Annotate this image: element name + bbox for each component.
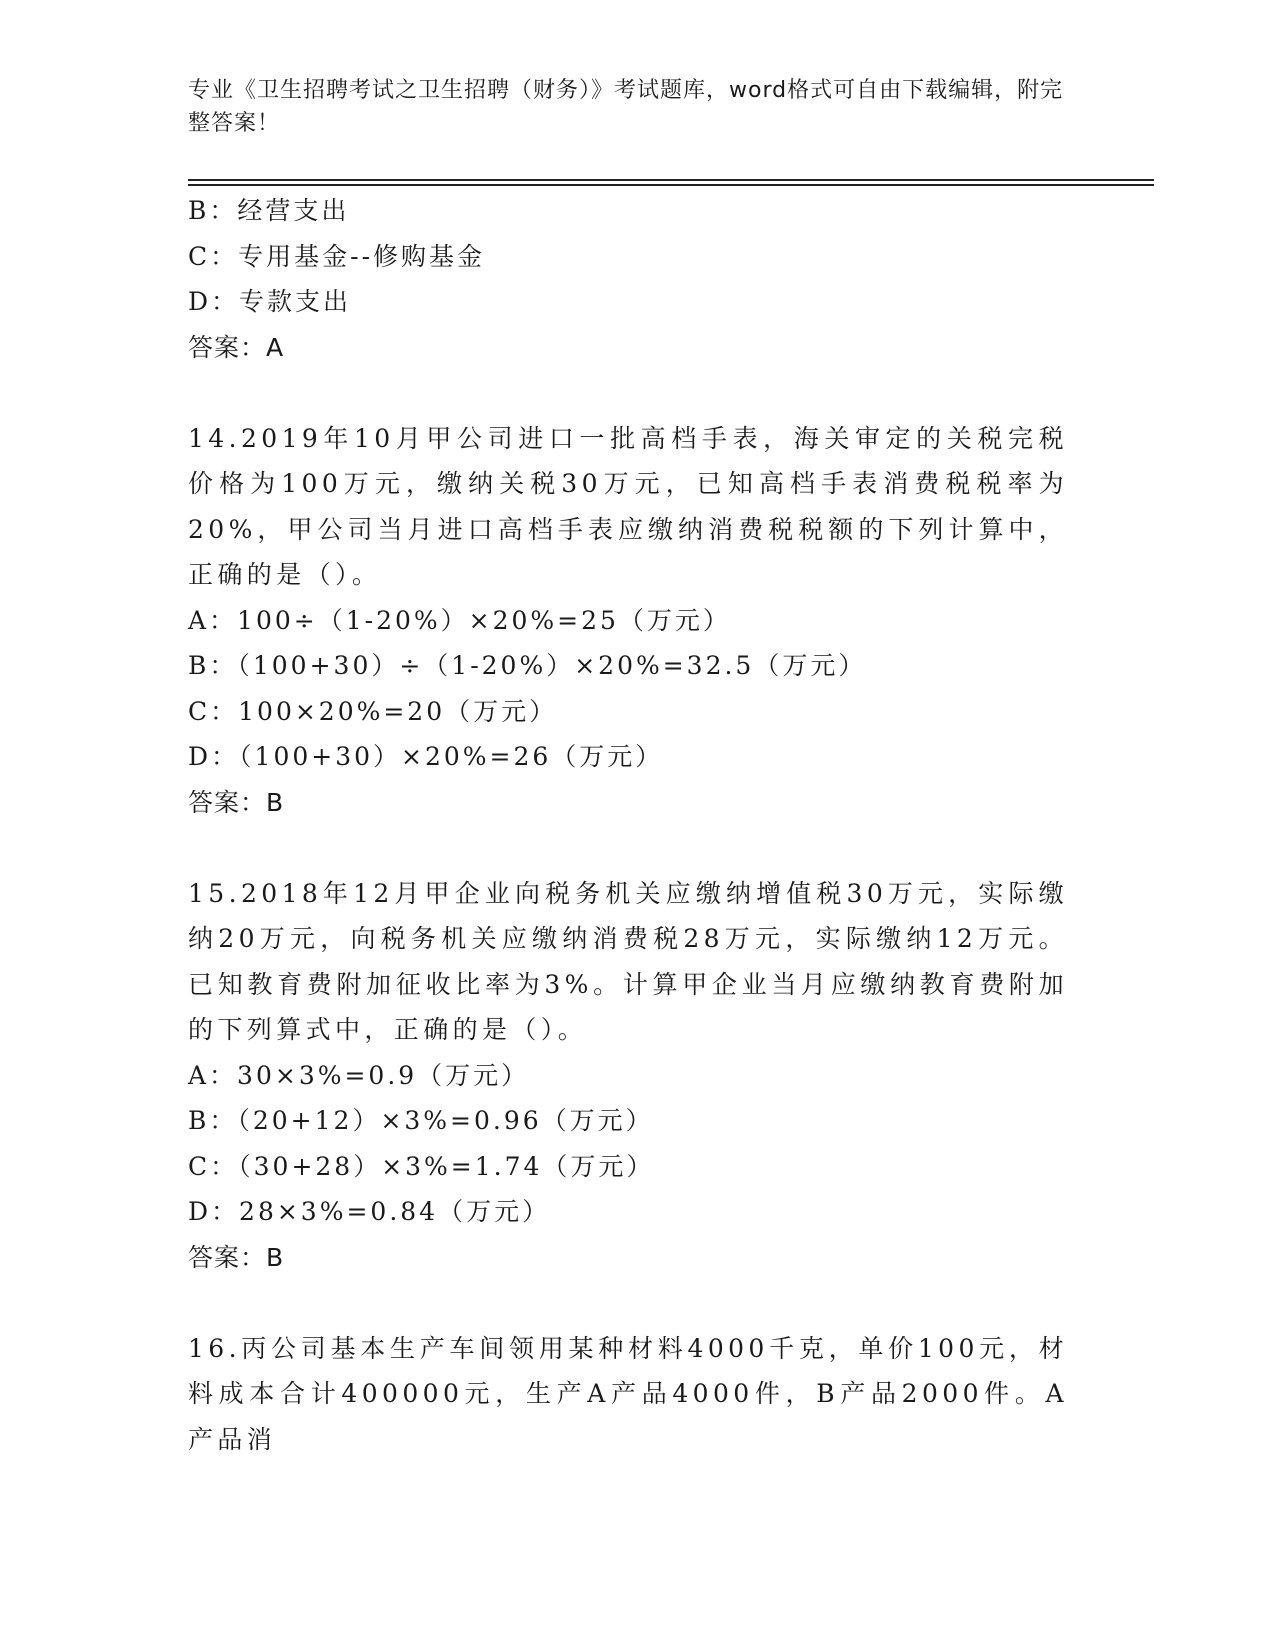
answer-label: 答案：B [188, 1242, 285, 1272]
spacer [188, 1280, 1068, 1326]
spacer [188, 370, 1068, 416]
option-d: D：专款支出 [188, 287, 352, 316]
option-c: C：100×20%=20（万元） [188, 696, 558, 726]
spacer [188, 825, 1068, 871]
header-rule-top [188, 179, 1154, 181]
option-b: B：（100+30）÷（1-20%）×20%=32.5（万元） [188, 651, 867, 680]
question-content [188, 188, 1068, 1462]
question-14-text: 14.2019年10月甲公司进口一批高档手表，海关审定的关税完税价格为100万元，缴纳关税30万元，已知高档手表消费税税率为20%，甲公司当月进口高档手表应缴纳消费税税额的下列计算中，正确的是（）。 [188, 423, 1068, 589]
answer-label: 答案：A [188, 332, 285, 362]
option-b: B：（20+12）×3%=0.96（万元） [188, 1106, 654, 1135]
header-rule-bottom [188, 184, 1154, 186]
option-c: C：专用基金--修购基金 [188, 241, 486, 271]
answer-label: 答案：B [188, 787, 285, 817]
option-a: A：30×3%=0.9（万元） [188, 1060, 530, 1090]
option-d: D：（100+30）×20%=26（万元） [188, 742, 664, 771]
option-c: C：（30+28）×3%=1.74（万元） [188, 1151, 655, 1181]
option-d: D：28×3%=0.84（万元） [188, 1197, 551, 1226]
option-b: B：经营支出 [188, 196, 350, 225]
question-16-text: 16.丙公司基本生产车间领用某种材料4000千克，单价100元，材料成本合计400000元，生产A产品4000件，B产品2000件。A产品消 [188, 1333, 1068, 1454]
question-15-text: 15.2018年12月甲企业向税务机关应缴纳增值税30万元，实际缴纳20万元，向税务机关应缴纳消费税28万元，实际缴纳12万元。已知教育费附加征收比率为3%。计算甲企业当月应缴纳教育费附加的下列算式中，正确的是（）。 [188, 878, 1068, 1044]
page-header: 专业《卫生招聘考试之卫生招聘（财务）》考试题库，word格式可自由下载编辑，附完整答案！ [188, 78, 1064, 136]
option-a: A：100÷（1-20%）×20%=25（万元） [188, 605, 731, 635]
